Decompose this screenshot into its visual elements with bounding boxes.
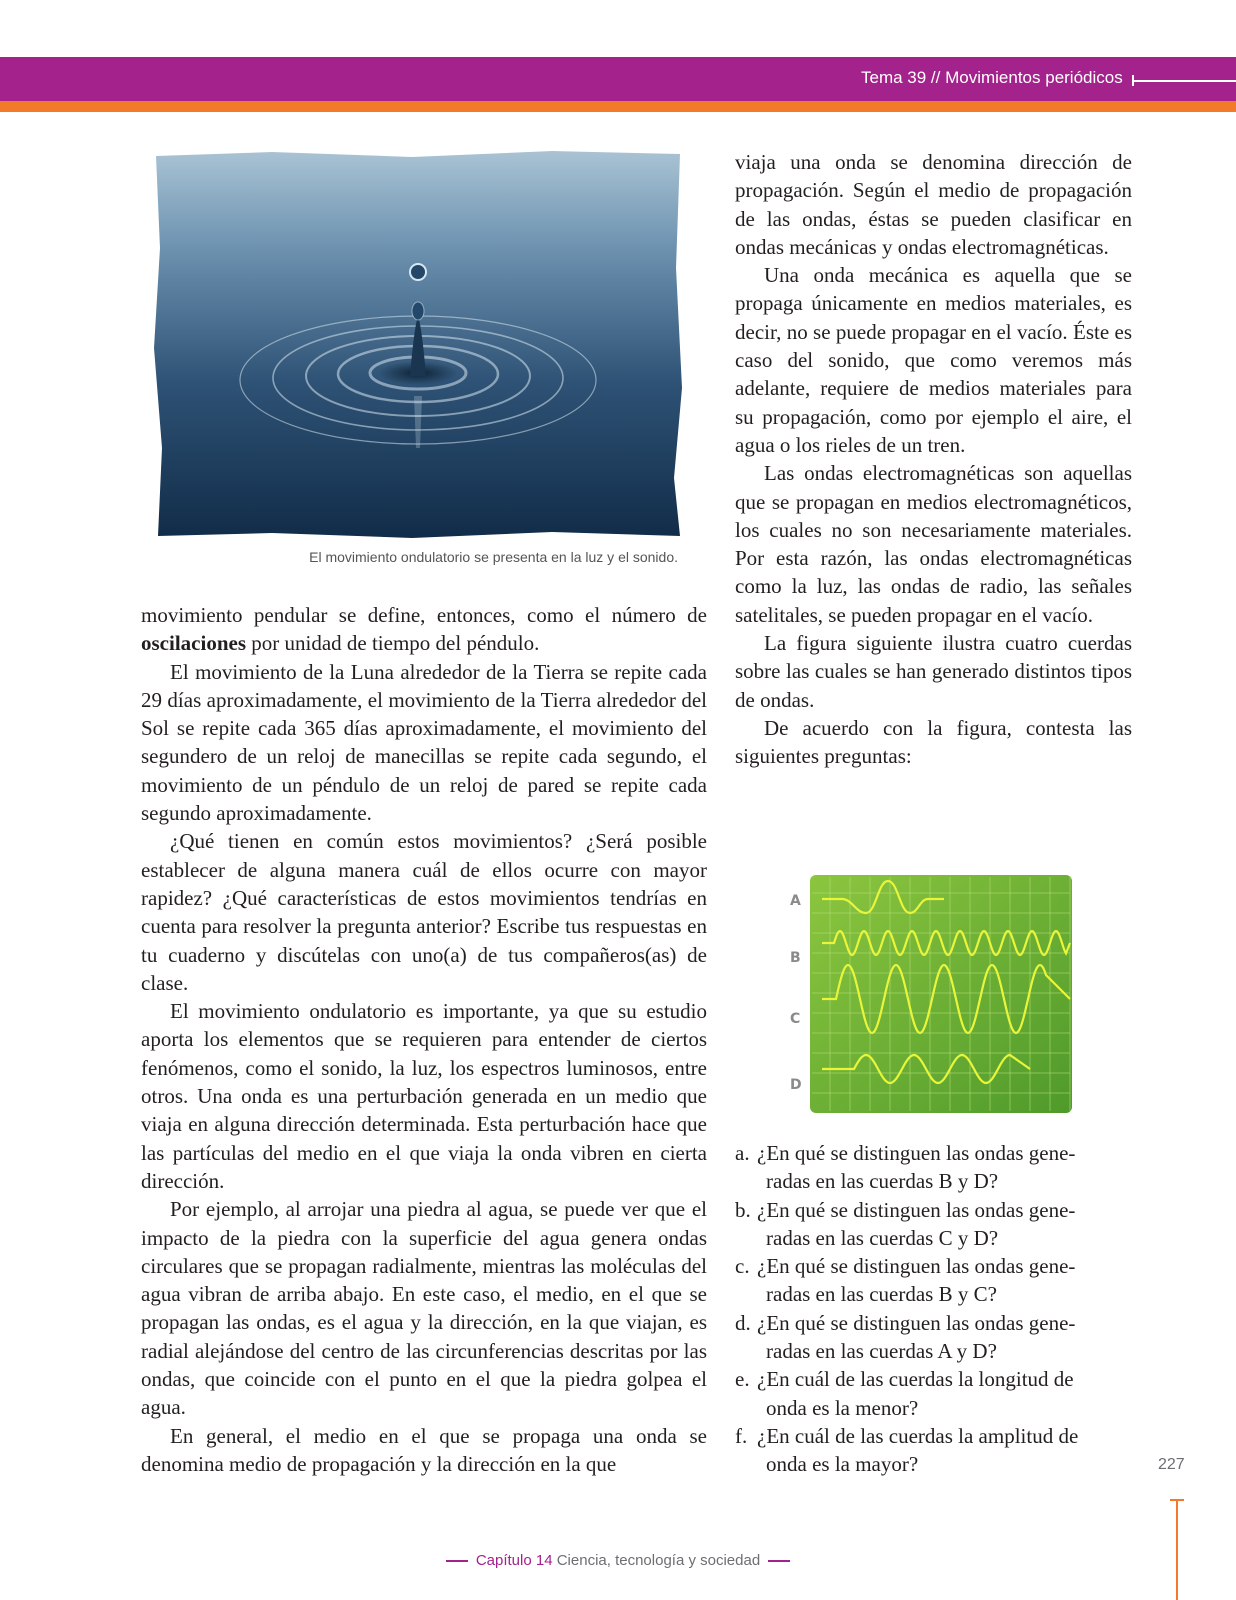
chapter-subject: Ciencia, tecnología y sociedad: [556, 1552, 761, 1569]
question-text: radas en las cuerdas B y C?: [766, 1282, 997, 1307]
question-letter: a.: [735, 1141, 750, 1165]
paragraph: viaja una onda se denomina dirección de propagación. Según el medio de propagación de las ondas, éstas se pueden clasificar en ondas mecánicas y ondas electromagnéticas.: [735, 150, 1132, 259]
topic-title: Tema 39 // Movimientos periódicos: [861, 68, 1123, 87]
page-footer: [0, 1552, 1236, 1569]
question-item: [735, 1139, 1132, 1196]
paragraph: El movimiento ondulatorio es importante, ya que su estudio aporta los elementos que se requieren para entender de ciertos fenómenos, como el sonido, la luz, los espectros luminosos, entre otros. Una onda es una perturbación generada en un medio que viaja en alguna dirección determinada. Esta perturbación hace que las partículas del medio en el que viaja la onda vibren en cierta dirección.: [141, 999, 707, 1193]
figure-caption: El movimiento ondulatorio se presenta en la luz y el sonido.: [309, 549, 678, 565]
question-text: ¿En cuál de las cuerdas la amplitud de: [757, 1423, 1079, 1448]
paragraph: La figura siguiente ilustra cuatro cuerdas sobre las cuales se han generado distintos tipos de ondas.: [735, 631, 1132, 712]
left-text-column: [141, 601, 707, 1478]
question-text: onda es la mayor?: [766, 1452, 919, 1477]
question-item: [735, 1422, 1132, 1479]
wave-label-c: C: [790, 1011, 801, 1027]
question-item: [735, 1309, 1132, 1366]
paragraph: En general, el medio en el que se propaga una onda se denomina medio de propagación y la dirección en la que: [141, 1423, 707, 1476]
question-text: ¿En qué se distinguen las ondas gene-: [757, 1197, 1076, 1222]
question-letter: d.: [735, 1310, 751, 1335]
question-text: ¿En cuál de las cuerdas la longitud de: [757, 1367, 1074, 1392]
paragraph: Una onda mecánica es aquella que se propaga únicamente en medios materiales, es decir, no se puede propagar en el vacío. Éste es caso del sonido, que como veremos más adelante, requiere de medios materiales para su propagación, como por ejemplo el aire, el agua o los rieles de un tren.: [735, 263, 1132, 457]
question-text: radas en las cuerdas B y D?: [766, 1169, 999, 1194]
water-drop-photo: [152, 148, 684, 540]
question-text: ¿En qué se distinguen las ondas gene-: [757, 1310, 1076, 1335]
wave-label-a: A: [790, 893, 801, 909]
right-text-column: [735, 148, 1132, 771]
paragraph: De acuerdo con la figura, contesta las siguientes preguntas:: [735, 715, 1132, 769]
header-rule: [1132, 80, 1236, 82]
question-text: ¿En qué se distinguen las ondas gene-: [757, 1254, 1076, 1279]
wave-label-d: D: [790, 1077, 802, 1093]
question-item: [735, 1252, 1132, 1309]
page-number: 227: [1158, 1456, 1185, 1473]
question-item: [735, 1365, 1132, 1422]
question-text: ¿En qué se distinguen las ondas gene-: [757, 1141, 1076, 1165]
header-accent-stripe: [0, 101, 1236, 112]
bold-term: oscilaciones: [141, 631, 246, 656]
footer-rule-left: [446, 1560, 468, 1562]
paragraph: Las ondas electromagnéticas son aquellas que se propagan en medios electromagnéticos, los cuales no son necesariamente materiales. Por esta razón, las ondas electromagnéticas como la luz, las ondas de radio, las señales satelitales, se pueden propagar en el vacío.: [735, 461, 1132, 627]
chapter-label: Capítulo 14: [475, 1552, 553, 1569]
question-letter: f.: [735, 1423, 748, 1448]
paragraph: ¿Qué tienen en común estos movimientos? ¿Será posible establecer de alguna manera cuál de ellos ocurre con mayor rapidez? ¿Qué características de estos movimientos tendrías en cuenta para resolver la pregunta anterior? Escribe tus respuestas en tu cuaderno y discútelas con uno(a) de tus compañeros(as) de clase.: [141, 829, 707, 995]
paragraph: [141, 601, 707, 658]
text-run: por unidad de tiempo del péndulo.: [246, 631, 540, 656]
footer-rule-right: [768, 1560, 790, 1562]
wave-screen: [810, 875, 1072, 1113]
question-item: [735, 1196, 1132, 1253]
wave-label-b: B: [790, 950, 801, 966]
margin-rule: [1176, 1500, 1178, 1600]
question-letter: b.: [735, 1197, 751, 1222]
question-text: radas en las cuerdas C y D?: [766, 1225, 999, 1250]
paragraph: Por ejemplo, al arrojar una piedra al agua, se puede ver que el impacto de la piedra con la superficie del agua genera ondas circulares que se propagan radialmente, mientras las moléculas del agua vibran de arriba abajo. En este caso, el medio, en el que se propagan las ondas, es el agua y la dirección, en la que viajan, es radial alejándose del centro de las circunferencias descritas por las ondas, que coincide con el punto en el que la piedra golpea el agua.: [141, 1197, 707, 1420]
text-run: movimiento pendular se define, entonces, como el número de: [141, 603, 707, 627]
question-letter: c.: [735, 1254, 750, 1279]
question-letter: e.: [735, 1367, 750, 1392]
question-text: radas en las cuerdas A y D?: [766, 1339, 997, 1364]
question-text: onda es la menor?: [766, 1395, 919, 1420]
paragraph: El movimiento de la Luna alrededor de la Tierra se repite cada 29 días aproximadamente, el movimiento de la Tierra alrededor del Sol se repite cada 365 días aproximadamente, el movimiento del segundero de un reloj de manecillas se repite cada segundo, el movimiento de un péndulo de un reloj de pared se repite cada segundo aproximadamente.: [141, 659, 707, 826]
question-list: [735, 1139, 1132, 1479]
string-waves-figure: [780, 873, 1076, 1115]
